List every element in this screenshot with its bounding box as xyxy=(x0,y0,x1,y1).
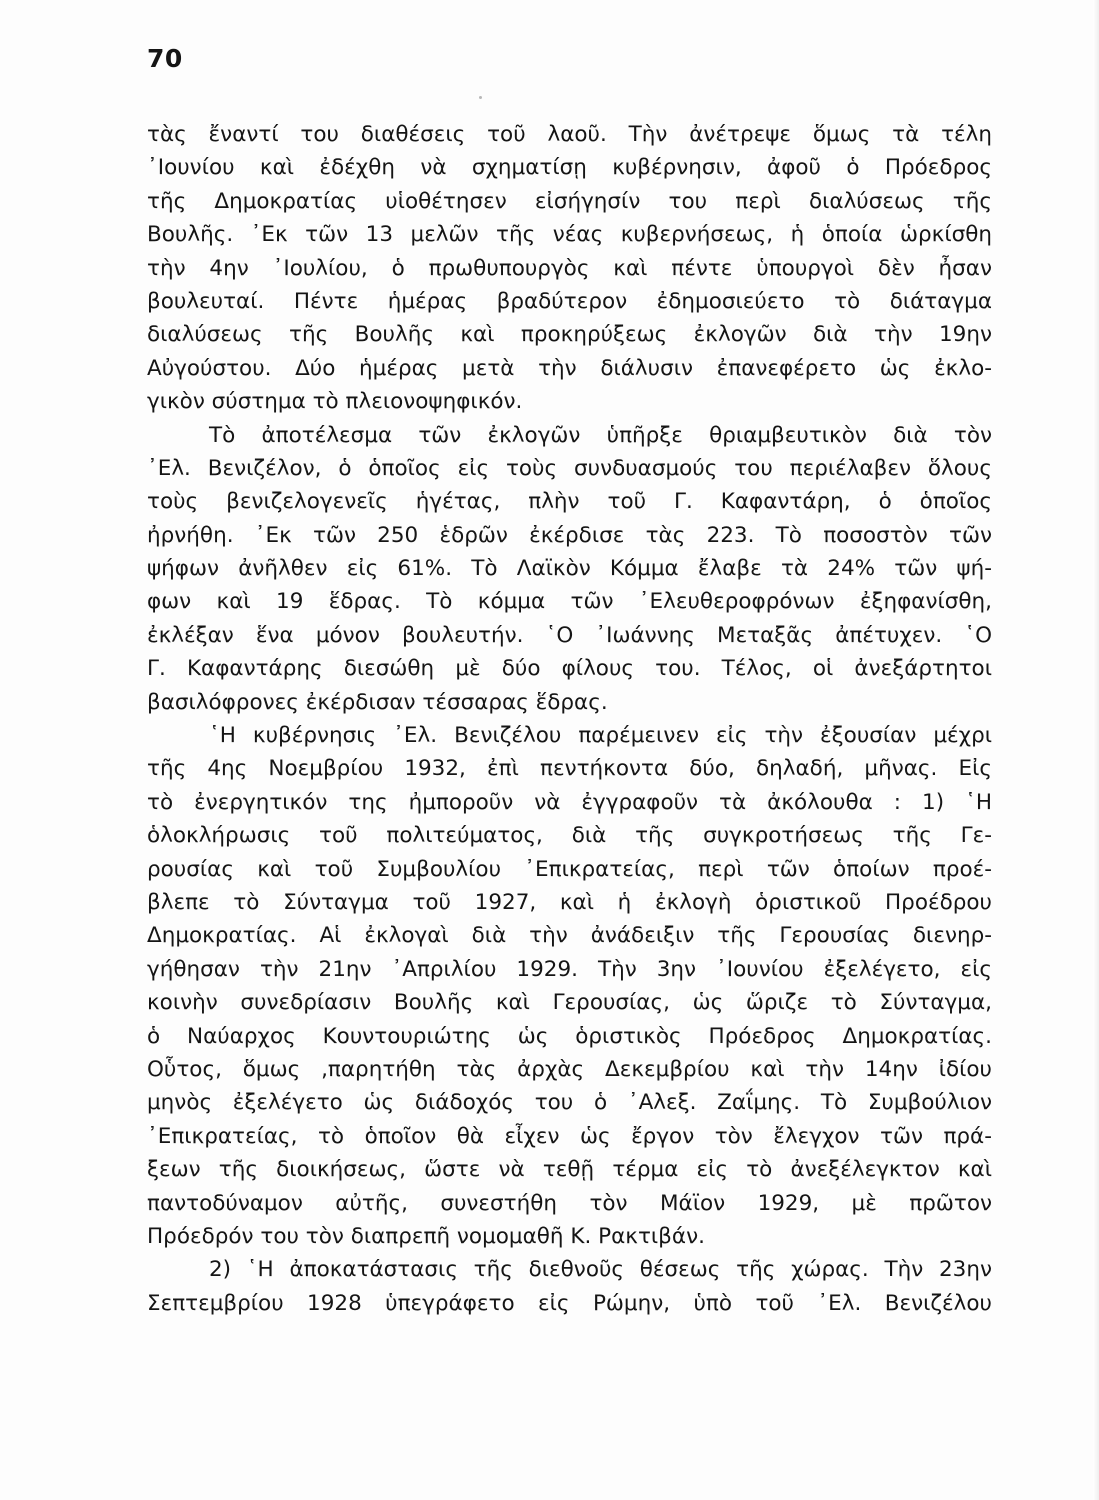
text-line: βουλευταί. Πέντε ἡμέρας βραδύτερον ἐδημοσιεύετο τὸ διάταγμα xyxy=(147,288,992,314)
text-line: 2) ῾Η ἀποκατάστασις τῆς διεθνοῦς θέσεως τῆς χώρας. Τὴν 23ην xyxy=(209,1257,992,1283)
text-line: Βουλῆς. ᾿Εκ τῶν 13 μελῶν τῆς νέας κυβερνήσεως, ἡ ὁποία ὡρκίσθη xyxy=(147,222,992,248)
text-line: ᾿Ιουνίου καὶ ἐδέχθη νὰ σχηματίσῃ κυβέρνησιν, ἀφοῦ ὁ Πρόεδρος xyxy=(147,155,992,181)
text-line: παντοδύναμον αὐτῆς, συνεστήθη τὸν Μάϊον 1929, μὲ πρῶτον xyxy=(147,1190,992,1216)
text-line: ᾿Ελ. Βενιζέλον, ὁ ὁποῖος εἰς τοὺς συνδυασμούς του περιέλαβεν ὅλους xyxy=(147,455,992,481)
text-line: διαλύσεως τῆς Βουλῆς καὶ προκηρύξεως ἐκλογῶν διὰ τὴν 19ην xyxy=(147,322,992,348)
text-line: Γ. Καφαντάρης διεσώθη μὲ δύο φίλους του. Τέλος, οἱ ἀνεξάρτητοι xyxy=(147,656,992,682)
text-line: γικὸν σύστημα τὸ πλειονοψηφικόν. xyxy=(147,389,523,415)
text-line: ψήφων ἀνῆλθεν εἰς 61%. Τὸ Λαϊκὸν Κόμμα ἔλαβε τὰ 24% τῶν ψή- xyxy=(147,556,992,582)
text-line: Τὸ ἀποτέλεσμα τῶν ἐκλογῶν ὑπῆρξε θριαμβευτικὸν διὰ τὸν xyxy=(209,422,992,448)
text-line: τὴν 4ην ᾿Ιουλίου, ὁ πρωθυπουργὸς καὶ πέντε ὑπουργοὶ δὲν ἦσαν xyxy=(147,255,992,281)
text-line: ρουσίας καὶ τοῦ Συμβουλίου ᾿Επικρατείας, περὶ τῶν ὁποίων προέ- xyxy=(147,856,992,882)
text-line: ὁ Ναύαρχος Κουντουριώτης ὡς ὁριστικὸς Πρόεδρος Δημοκρατίας. xyxy=(147,1023,992,1049)
text-line: ξεων τῆς διοικήσεως, ὥστε νὰ τεθῇ τέρμα εἰς τὸ ἀνεξέλεγκτον καὶ xyxy=(147,1157,992,1183)
text-line: Αὐγούστου. Δύο ἡμέρας μετὰ τὴν διάλυσιν ἐπανεφέρετο ὡς ἐκλο- xyxy=(147,355,992,381)
text-line: ᾿Επικρατείας, τὸ ὁποῖον θὰ εἶχεν ὡς ἔργον τὸν ἔλεγχον τῶν πρά- xyxy=(147,1123,992,1149)
text-line: ἠρνήθη. ᾿Εκ τῶν 250 ἑδρῶν ἐκέρδισε τὰς 223. Τὸ ποσοστὸν τῶν xyxy=(147,522,992,548)
text-line: Πρόεδρόν του τὸν διαπρεπῆ νομομαθῆ Κ. Ρακτιβάν. xyxy=(147,1223,705,1249)
text-line: Δημοκρατίας. Αἱ ἐκλογαὶ διὰ τὴν ἀνάδειξιν τῆς Γερουσίας διενηρ- xyxy=(147,923,992,949)
paper-speck xyxy=(479,96,482,99)
page-number: 70 xyxy=(147,44,183,73)
text-line: βασιλόφρονες ἐκέρδισαν τέσσαρας ἕδρας. xyxy=(147,689,608,715)
text-line: τῆς 4ης Νοεμβρίου 1932, ἐπὶ πεντήκοντα δύο, δηλαδή, μῆνας. Εἰς xyxy=(147,756,992,782)
text-line: γήθησαν τὴν 21ην ᾿Απριλίου 1929. Τὴν 3ην ᾿Ιουνίου ἐξελέγετο, εἰς xyxy=(147,956,992,982)
text-line: ὁλοκλήρωσις τοῦ πολιτεύματος, διὰ τῆς συγκροτήσεως τῆς Γε- xyxy=(147,823,992,849)
text-line: ῾Η κυβέρνησις ᾿Ελ. Βενιζέλου παρέμεινεν εἰς τὴν ἐξουσίαν μέχρι xyxy=(209,723,992,749)
text-line: Οὗτος, ὅμως ,παρητήθη τὰς ἀρχὰς Δεκεμβρίου καὶ τὴν 14ην ἰδίου xyxy=(147,1056,992,1082)
text-line: τὰς ἔναντί του διαθέσεις τοῦ λαοῦ. Τὴν ἀνέτρεψε ὅμως τὰ τέλη xyxy=(147,122,992,147)
text-line: μηνὸς ἐξελέγετο ὡς διάδοχός του ὁ ᾿Αλεξ. Ζαΐμης. Τὸ Συμβούλιον xyxy=(147,1090,992,1116)
text-line: ἐκλέξαν ἕνα μόνον βουλευτήν. ῾Ο ᾿Ιωάννης Μεταξᾶς ἀπέτυχεν. ῾Ο xyxy=(147,622,992,648)
text-line: τὸ ἐνεργητικόν της ἠμποροῦν νὰ ἐγγραφοῦν τὰ ἀκόλουθα : 1) ῾Η xyxy=(147,789,992,815)
text-line: φων καὶ 19 ἕδρας. Τὸ κόμμα τῶν ᾿Ελευθεροφρόνων ἐξηφανίσθη, xyxy=(147,589,992,615)
text-line: τοὺς βενιζελογενεῖς ἡγέτας, πλὴν τοῦ Γ. Καφαντάρη, ὁ ὁποῖος xyxy=(147,489,992,515)
text-line: τῆς Δημοκρατίας υἱοθέτησεν εἰσήγησίν του περὶ διαλύσεως τῆς xyxy=(147,188,992,214)
text-line: κοινὴν συνεδρίασιν Βουλῆς καὶ Γερουσίας, ὡς ὥριζε τὸ Σύνταγμα, xyxy=(147,990,992,1016)
page-edge-shadow xyxy=(1093,0,1099,1500)
text-line: βλεπε τὸ Σύνταγμα τοῦ 1927, καὶ ἡ ἐκλογὴ ὁριστικοῦ Προέδρου xyxy=(147,889,992,915)
body-text xyxy=(147,118,992,1320)
text-line: Σεπτεμβρίου 1928 ὑπεγράφετο εἰς Ρώμην, ὑπὸ τοῦ ᾿Ελ. Βενιζέλου xyxy=(147,1290,992,1316)
